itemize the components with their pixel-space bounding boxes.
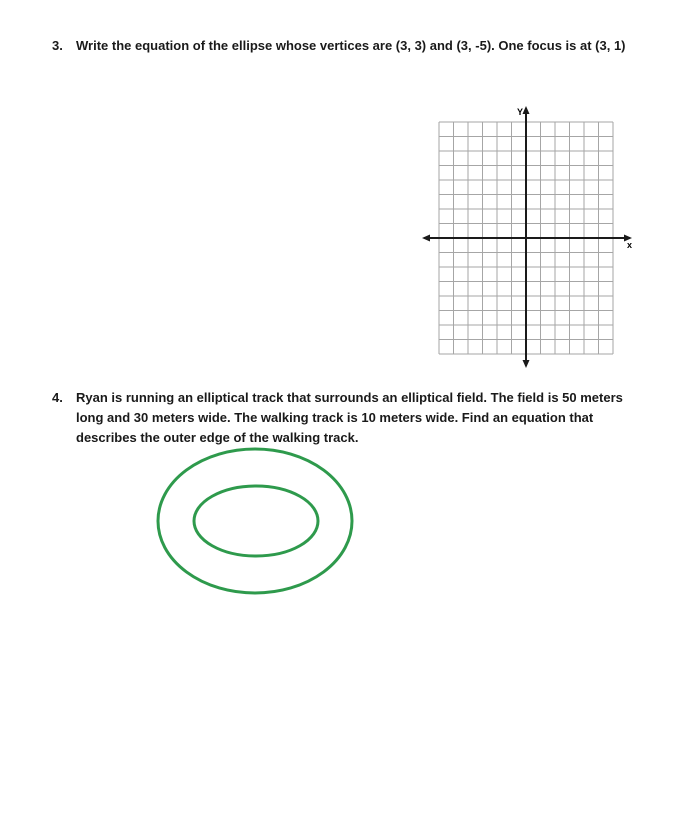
problem-4-number: 4. [52,390,63,405]
track-diagram [152,444,362,600]
x-axis-arrow-left [422,235,430,242]
problem-3-number: 3. [52,38,63,53]
problem-3-text: Write the equation of the ellipse whose vertices are (3, 3) and (3, -5). One focus is at (3, 1) [76,38,626,53]
outer-track-ellipse [158,449,352,593]
problem-4-text: Ryan is running an elliptical track that surrounds an elliptical field. The field is 50 meters long and 30 meters wide. The walking track is 10 meters wide. Find an equation that describes the outer edge of the walking track. [76,390,623,445]
y-axis-label: Y [517,107,524,117]
x-axis-label: x [627,240,633,250]
inner-field-ellipse [194,486,318,556]
y-axis-arrow-bottom [523,360,530,368]
y-axis-arrow-top [523,106,530,114]
coordinate-grid [420,104,640,368]
